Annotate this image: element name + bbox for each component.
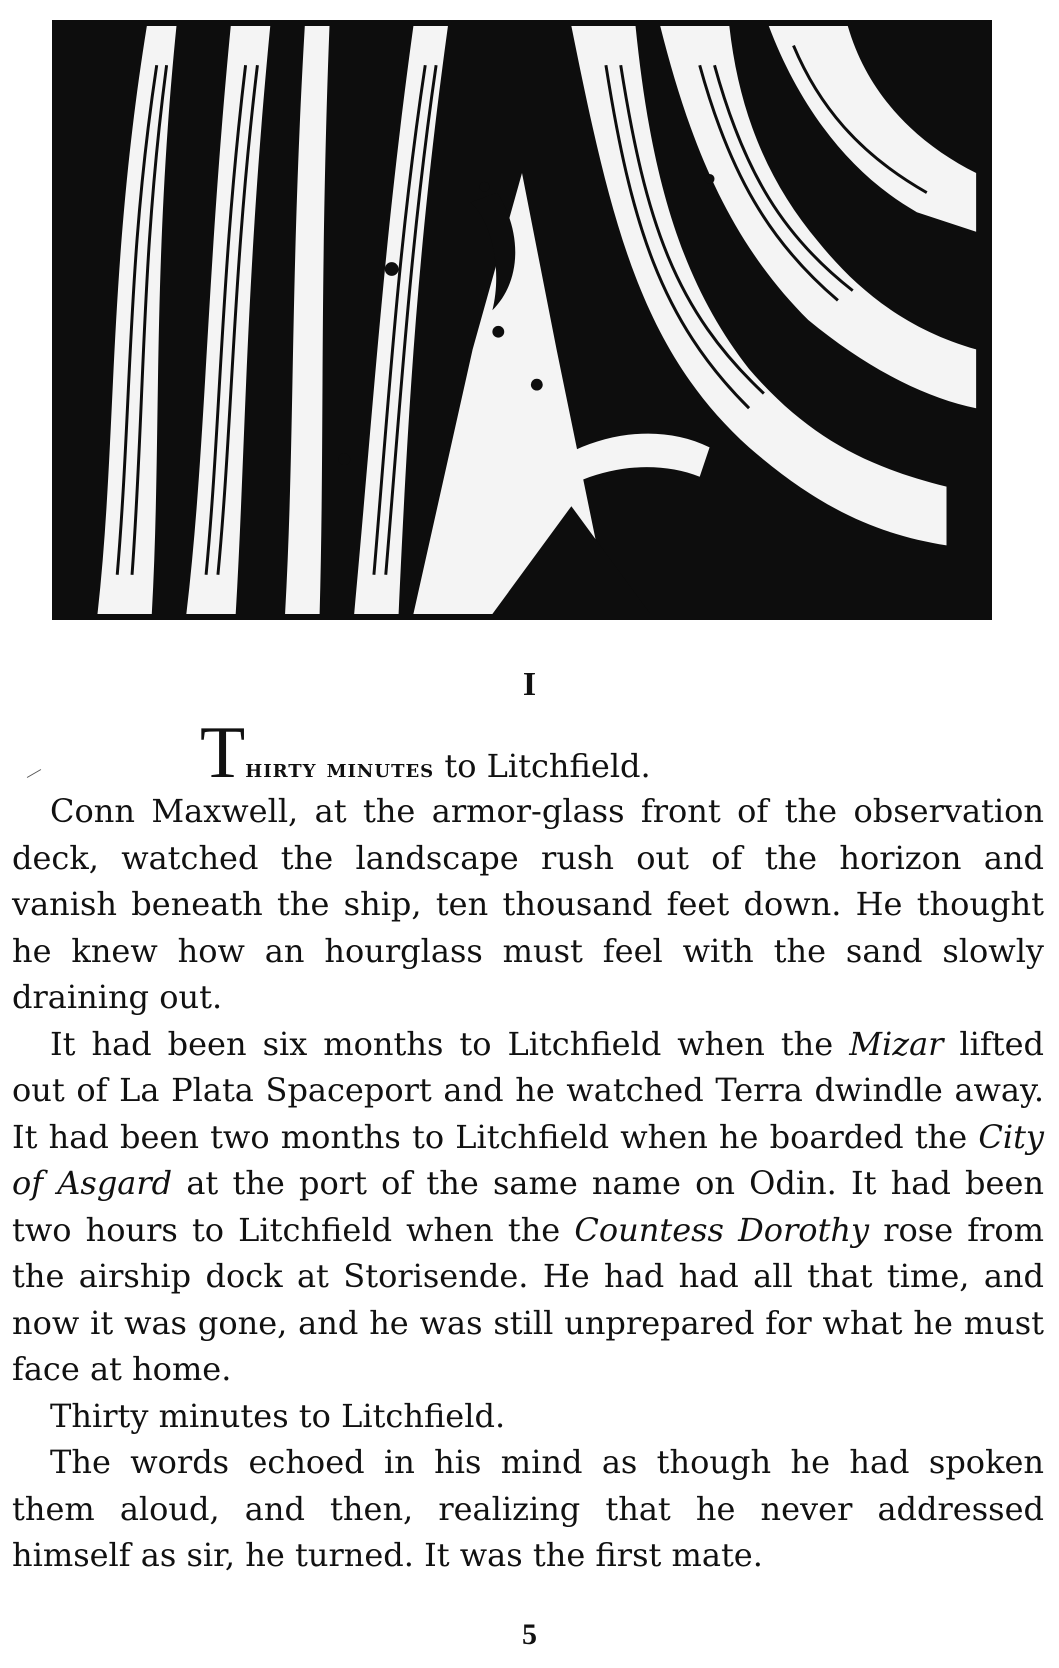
chapter-illustration: [52, 20, 992, 620]
paragraph-2: [12, 1021, 1044, 1393]
opening-rest: to Litchfield.: [434, 747, 651, 785]
chapter-numeral: I: [522, 666, 537, 703]
opening-small-caps: hirty minutes: [245, 754, 435, 784]
paragraph-4: The words echoed in his mind as though he had spoken them aloud, and then, realizing that he never addressed himself as sir, he turned. It was the first mate.: [12, 1443, 1044, 1574]
ship-name-countess: Countess Dorothy: [574, 1210, 870, 1249]
p2-part-d: rose from the airship dock at Storisende. He had had all that time, and now it was gone, and he was still unprepared for what he must face at home.: [12, 1210, 1045, 1388]
paragraph-3: Thirty minutes to Litchfield.: [50, 1396, 506, 1435]
p2-part-c: at the port of the same name on Odin. It had been two hours to Litchfield when the: [12, 1164, 1045, 1249]
woodcut-forest-image: [58, 26, 986, 614]
p2-part-a: It had been six months to Litchfield when the: [50, 1024, 850, 1063]
ship-name-mizar: Mizar: [849, 1024, 944, 1063]
opening-line: [12, 712, 1044, 794]
drop-cap: T: [200, 712, 246, 794]
ship-name-asgard: City of Asgard: [12, 1117, 1044, 1202]
p2-part-b: lifted out of La Plata Spaceport and he watched Terra dwindle away. It had been two months to Litchfield when he boarded the: [12, 1024, 1045, 1156]
page-number: 5: [522, 1618, 537, 1651]
chapter-text: [12, 712, 1045, 1579]
paragraph-1: Conn Maxwell, at the armor-glass front of the observation deck, watched the landscape rush out of the horizon and vanish beneath the ship, ten thousand feet down. He thought he knew how an hourglass must feel with the sand slowly draining out.: [12, 792, 1044, 1016]
